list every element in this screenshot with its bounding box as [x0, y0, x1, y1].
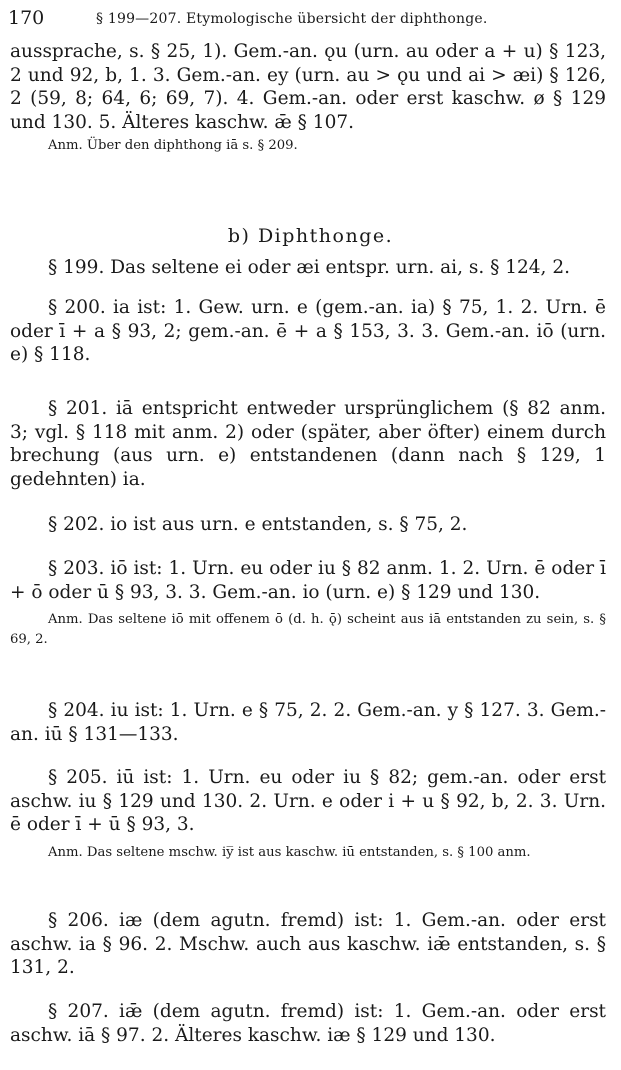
paragraph-205: § 205. iū ist: 1. Urn. eu oder iu § 82; gem.-an. oder erst aschw. iu § 129 und 130. 2. Urn. e oder i + u § 92, b, 2. 3. Urn. ē oder ī + ū § 93, 3.: [10, 767, 606, 836]
paragraph-200: § 200. ia ist: 1. Gew. urn. e (gem.-an. ia) § 75, 1. 2. Urn. ē oder ī + a § 93, 2; gem.-an. ē + a § 153, 3. 3. Gem.-an. iō (urn. e) § 118.: [10, 297, 606, 366]
paragraph-199: § 199. Das seltene ei oder æi entspr. urn. ai, s. § 124, 2.: [48, 257, 570, 278]
paragraph-203: § 203. iō ist: 1. Urn. eu oder iu § 82 anm. 1. 2. Urn. ē oder ī + ō oder ū § 93, 3. 3. Gem.-an. io (urn. e) § 129 und 130.: [10, 558, 606, 603]
intro-paragraph: aussprache, s. § 25, 1). Gem.-an. ǫu (urn. au oder a + u) § 123, 2 und 92, b, 1. 3. Gem.-an. ey (urn. au > ǫu und ai > æi) § 126, 2 (59, 8; 64, 6; 69, 7). 4. Gem.-an. oder erst kaschw. ø § 129 und 130. 5. Älteres kaschw. ǣ § 107.: [10, 41, 606, 133]
paragraph-205-block: [10, 766, 606, 863]
paragraph-206-block: [10, 909, 606, 980]
running-header: [8, 6, 608, 30]
paragraph-202-block: [10, 513, 606, 537]
section-title: b) Diphthonge.: [227, 225, 394, 247]
paragraph-203-block: [10, 557, 606, 650]
paragraph-205-anmerkung: Anm. Das seltene mschw. iy̅ ist aus kaschw. iū entstanden, s. § 100 anm.: [48, 844, 531, 860]
intro-anmerkung: Anm. Über den diphthong iā s. § 209.: [48, 138, 298, 154]
paragraph-199-block: [10, 256, 606, 280]
page-number: 170: [8, 7, 45, 29]
paragraph-201-block: [10, 397, 606, 491]
paragraph-204: § 204. iu ist: 1. Urn. e § 75, 2. 2. Gem.-an. y § 127. 3. Gem.-an. iū § 131—133.: [10, 700, 606, 745]
paragraph-206: § 206. iæ (dem agutn. fremd) ist: 1. Gem.-an. oder erst aschw. ia § 96. 2. Mschw. auch aus kaschw. iǣ entstanden, s. § 131, 2.: [10, 910, 606, 979]
paragraph-201: § 201. iā entspricht entweder ursprünglichem (§ 82 anm. 3; vgl. § 118 mit anm. 2) oder (später, aber öfter) einem durch brechung (aus urn. e) entstandenen (dann nach § 129, 1 gedehnten) ia.: [10, 398, 606, 490]
running-title: § 199—207. Etymologische übersicht der diphthonge.: [96, 11, 488, 27]
paragraph-207-block: [10, 1000, 606, 1047]
paragraph-202: § 202. io ist aus urn. e entstanden, s. § 75, 2.: [48, 514, 468, 535]
paragraph-203-anmerkung: Anm. Das seltene iō mit offenem ō (d. h. ǭ) scheint aus iā entstanden zu sein, s. § 69, 2.: [10, 612, 606, 648]
paragraph-204-block: [10, 699, 606, 746]
intro-block: [10, 40, 606, 156]
paragraph-200-block: [10, 296, 606, 367]
paragraph-207: § 207. iǣ (dem agutn. fremd) ist: 1. Gem.-an. oder erst aschw. iā § 97. 2. Älteres kaschw. iæ § 129 und 130.: [10, 1001, 606, 1046]
